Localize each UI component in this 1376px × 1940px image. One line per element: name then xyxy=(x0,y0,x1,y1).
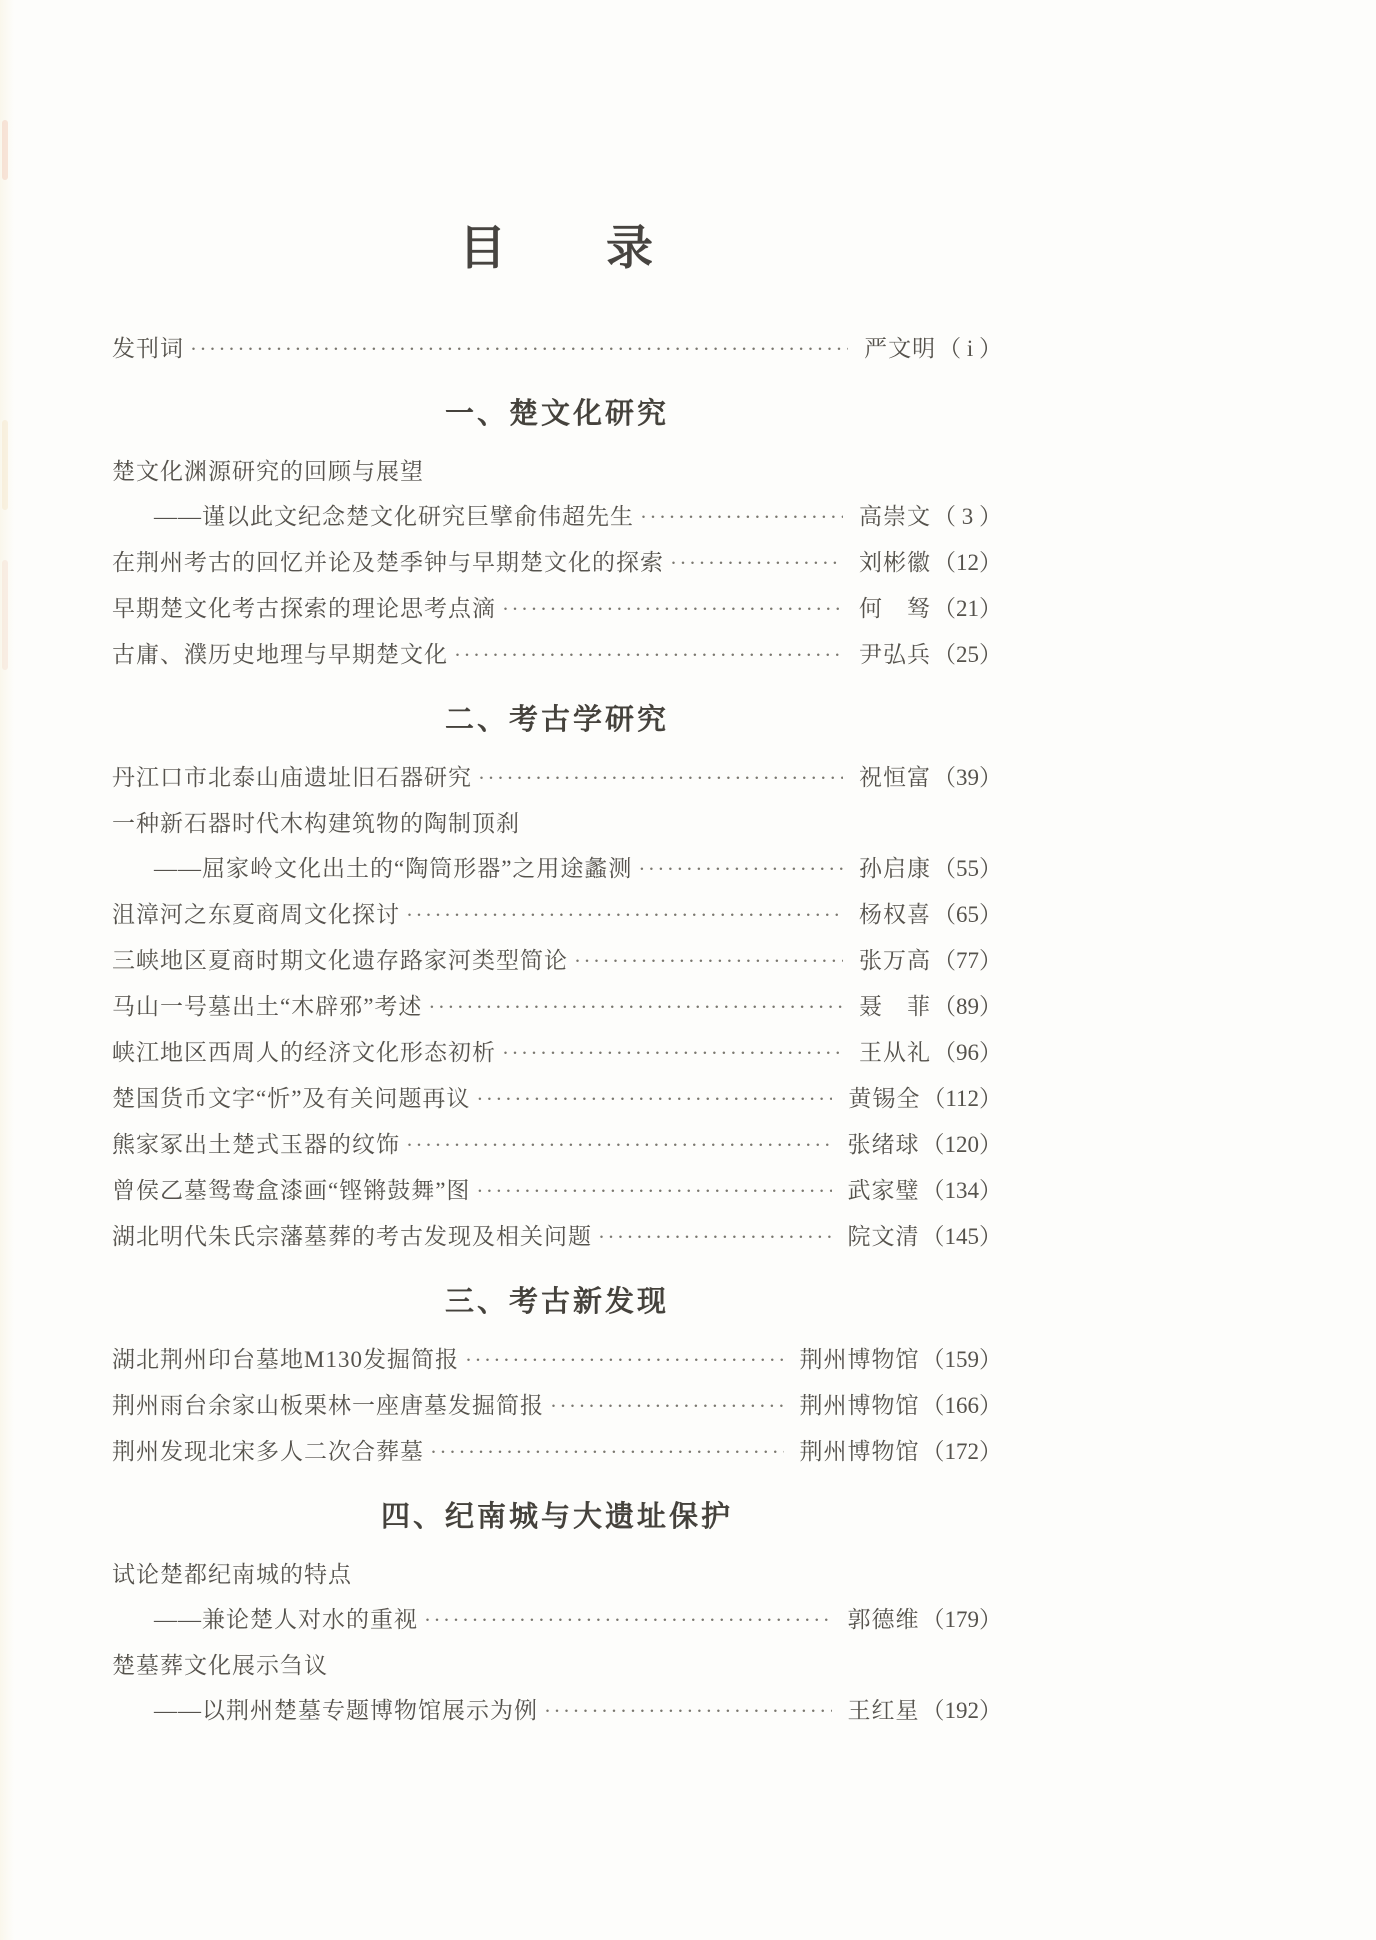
dot-leader xyxy=(476,1076,832,1122)
entry-title: 荆州雨台余家山板栗林一座唐墓发掘简报 xyxy=(112,1393,544,1418)
entry-page: （112） xyxy=(922,1086,1002,1111)
entry-title: 试论楚都纪南城的特点 xyxy=(112,1562,352,1587)
dot-leader xyxy=(476,1168,831,1214)
toc-entry-line xyxy=(112,494,1002,540)
entry-title: 马山一号墓出土“木辟邪”考述 xyxy=(112,994,423,1019)
dot-leader xyxy=(465,1337,784,1383)
entry-page: （166） xyxy=(921,1393,1002,1418)
entry-author: 尹弘兵 xyxy=(859,642,931,667)
toc-entry xyxy=(112,449,1002,540)
toc-entry-line xyxy=(112,1337,1002,1383)
section-heading: 二、考古学研究 xyxy=(444,704,669,736)
entry-title: ——谨以此文纪念楚文化研究巨擘俞伟超先生 xyxy=(154,504,634,529)
entry-page: （55） xyxy=(933,856,1002,881)
entry-author: 王红星 xyxy=(847,1698,920,1723)
toc-entry-line xyxy=(112,1597,1002,1643)
section-heading: 三、考古新发现 xyxy=(444,1286,669,1318)
toc-entry xyxy=(112,984,1002,1030)
toc-entry-line xyxy=(112,586,1002,632)
toc-entry xyxy=(112,1122,1002,1168)
entry-title: 古庸、濮历史地理与早期楚文化 xyxy=(112,642,448,667)
toc-entry-line xyxy=(112,1552,1002,1597)
toc-entry xyxy=(112,1643,1002,1734)
entry-page: （159） xyxy=(921,1347,1002,1372)
toc-entry xyxy=(112,1383,1002,1429)
entry-author: 孙启康 xyxy=(859,856,931,881)
scan-artifact xyxy=(2,420,8,510)
toc-entry-line xyxy=(112,846,1002,892)
toc-entry xyxy=(112,1337,1002,1383)
entry-page: （179） xyxy=(921,1607,1002,1632)
entry-page: （120） xyxy=(921,1132,1002,1157)
dot-leader xyxy=(430,1429,784,1475)
dot-leader xyxy=(190,326,848,372)
dot-leader xyxy=(544,1688,832,1734)
toc-entry-line xyxy=(112,1122,1002,1168)
entry-title: ——以荆州楚墓专题博物馆展示为例 xyxy=(154,1698,538,1723)
entry-title: 湖北明代朱氏宗藩墓葬的考古发现及相关问题 xyxy=(112,1224,592,1249)
toc-entry xyxy=(112,1552,1002,1643)
toc-entry xyxy=(112,892,1002,938)
toc-content xyxy=(112,222,1002,1734)
dot-leader xyxy=(502,1030,843,1076)
toc-entry-line xyxy=(112,540,1002,586)
dot-leader xyxy=(428,984,843,1030)
entry-page: （12） xyxy=(933,550,1002,575)
entry-author: 严文明 xyxy=(864,336,937,361)
dot-leader xyxy=(454,632,843,678)
entry-author: 荆州博物馆 xyxy=(799,1347,920,1372)
entry-page: （ 3 ） xyxy=(933,504,1002,529)
toc-entry-line xyxy=(112,1383,1002,1429)
entry-title: 沮漳河之东夏商周文化探讨 xyxy=(112,902,400,927)
entry-author: 王从礼 xyxy=(859,1040,931,1065)
entry-page: （192） xyxy=(921,1698,1002,1723)
toc-entry-line xyxy=(112,1076,1002,1122)
dot-leader xyxy=(640,494,843,540)
entry-title: 楚国货币文字“忻”及有关问题再议 xyxy=(112,1086,471,1111)
toc-entry xyxy=(112,1076,1002,1122)
toc-entry-line xyxy=(112,984,1002,1030)
toc-entry xyxy=(112,326,1002,372)
entry-author: 何 驽 xyxy=(859,596,931,621)
entry-author: 刘彬徽 xyxy=(859,550,931,575)
entry-page: （39） xyxy=(933,765,1002,790)
toc-entry-line xyxy=(112,801,1002,846)
entry-title: ——兼论楚人对水的重视 xyxy=(154,1607,418,1632)
toc-entry xyxy=(112,540,1002,586)
toc-entry-line xyxy=(112,892,1002,938)
entry-author: 张万高 xyxy=(859,948,931,973)
toc-entry xyxy=(112,586,1002,632)
toc-entry xyxy=(112,801,1002,892)
dot-leader xyxy=(424,1597,832,1643)
entry-author: 荆州博物馆 xyxy=(799,1393,920,1418)
entry-title: 曾侯乙墓鸳鸯盒漆画“铿锵鼓舞”图 xyxy=(112,1178,471,1203)
entry-author: 荆州博物馆 xyxy=(799,1439,920,1464)
entry-page: （134） xyxy=(921,1178,1002,1203)
entry-author: 张绪球 xyxy=(847,1132,920,1157)
entry-title: 早期楚文化考古探索的理论思考点滴 xyxy=(112,596,496,621)
toc-entry-line xyxy=(112,1429,1002,1475)
page-title: 目 录 xyxy=(459,223,655,275)
dot-leader xyxy=(406,892,843,938)
dot-leader xyxy=(550,1383,784,1429)
entry-title: 熊家冢出土楚式玉器的纹饰 xyxy=(112,1132,400,1157)
entry-page: （172） xyxy=(921,1439,1002,1464)
toc-entry xyxy=(112,938,1002,984)
entry-title: ——屈家岭文化出土的“陶筒形器”之用途蠡测 xyxy=(154,856,633,881)
entry-page: （ i ） xyxy=(938,336,1002,361)
toc-entry-line xyxy=(112,755,1002,801)
dot-leader xyxy=(502,586,843,632)
toc-body xyxy=(112,326,1002,1734)
entry-title: 在荆州考古的回忆并论及楚季钟与早期楚文化的探索 xyxy=(112,550,664,575)
entry-author: 聂 菲 xyxy=(859,994,931,1019)
entry-author: 武家璧 xyxy=(847,1178,920,1203)
entry-title: 荆州发现北宋多人二次合葬墓 xyxy=(112,1439,424,1464)
entry-title: 楚墓葬文化展示刍议 xyxy=(112,1653,328,1678)
entry-page: （25） xyxy=(933,642,1002,667)
entry-page: （96） xyxy=(933,1040,1002,1065)
toc-entry-line xyxy=(112,326,1002,372)
toc-entry-line xyxy=(112,938,1002,984)
entry-title: 一种新石器时代木构建筑物的陶制顶刹 xyxy=(112,811,520,836)
entry-page: （77） xyxy=(933,948,1002,973)
dot-leader xyxy=(598,1214,832,1260)
section-heading: 四、纪南城与大遗址保护 xyxy=(380,1501,733,1533)
entry-author: 祝恒富 xyxy=(859,765,931,790)
entry-page: （89） xyxy=(933,994,1002,1019)
dot-leader xyxy=(638,846,843,892)
toc-entry xyxy=(112,1168,1002,1214)
dot-leader xyxy=(478,755,843,801)
entry-title: 丹江口市北泰山庙遗址旧石器研究 xyxy=(112,765,472,790)
toc-entry xyxy=(112,755,1002,801)
dot-leader xyxy=(670,540,843,586)
entry-title: 三峡地区夏商时期文化遗存路家河类型简论 xyxy=(112,948,568,973)
entry-page: （145） xyxy=(921,1224,1002,1249)
toc-entry xyxy=(112,1214,1002,1260)
toc-entry-line xyxy=(112,1688,1002,1734)
entry-title: 峡江地区西周人的经济文化形态初析 xyxy=(112,1040,496,1065)
entry-page: （65） xyxy=(933,902,1002,927)
toc-entry xyxy=(112,1429,1002,1475)
toc-entry-line xyxy=(112,449,1002,494)
entry-page: （21） xyxy=(933,596,1002,621)
dot-leader xyxy=(406,1122,832,1168)
toc-entry-line xyxy=(112,1030,1002,1076)
toc-entry xyxy=(112,632,1002,678)
entry-author: 郭德维 xyxy=(847,1607,920,1632)
toc-entry-line xyxy=(112,1214,1002,1260)
section-heading: 一、楚文化研究 xyxy=(444,398,669,430)
scan-artifact xyxy=(2,560,8,670)
entry-author: 高崇文 xyxy=(859,504,931,529)
entry-author: 杨权喜 xyxy=(859,902,931,927)
entry-author: 院文清 xyxy=(847,1224,920,1249)
toc-entry-line xyxy=(112,1643,1002,1688)
entry-title: 湖北荆州印台墓地M130发掘简报 xyxy=(112,1347,459,1372)
toc-entry xyxy=(112,1030,1002,1076)
entry-title: 楚文化渊源研究的回顾与展望 xyxy=(112,459,424,484)
toc-entry-line xyxy=(112,1168,1002,1214)
toc-entry-line xyxy=(112,632,1002,678)
entry-author: 黄锡全 xyxy=(848,1086,921,1111)
dot-leader xyxy=(574,938,843,984)
scan-artifact xyxy=(2,120,8,180)
entry-title: 发刊词 xyxy=(112,336,184,361)
